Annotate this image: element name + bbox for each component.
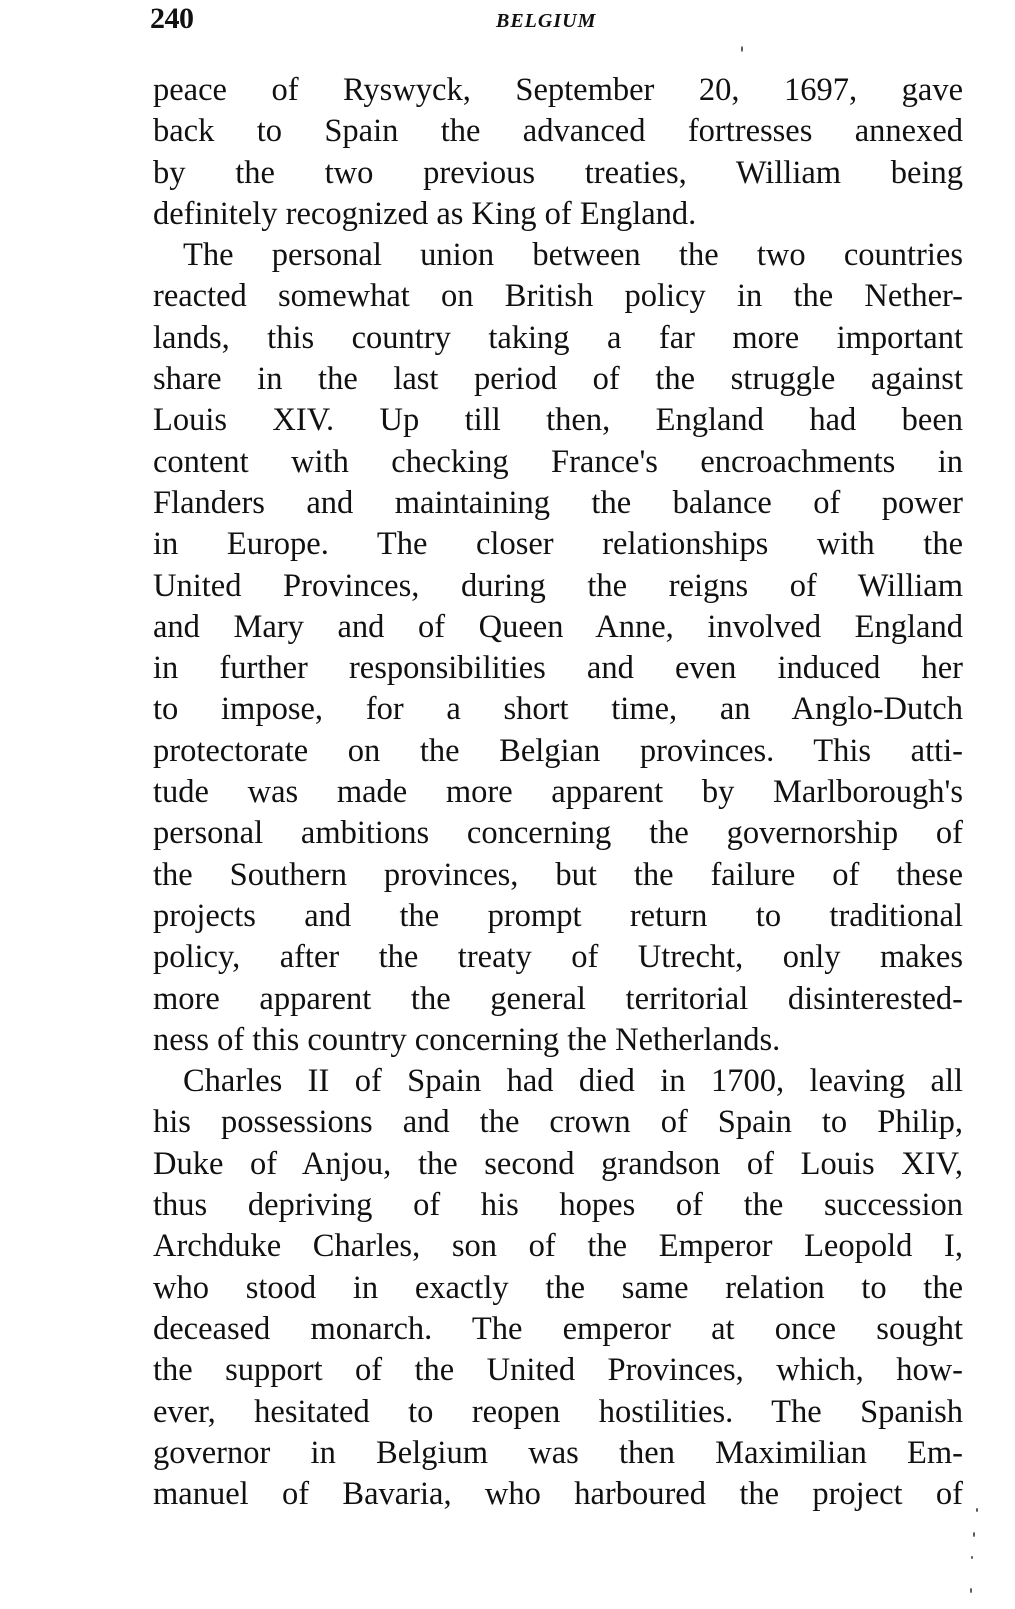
- text-line: policy, after the treaty of Utrecht, only makes: [153, 939, 963, 976]
- text-line: Archduke Charles, son of the Emperor Leopold I,: [153, 1228, 963, 1265]
- scan-speck: [971, 1556, 973, 1559]
- text-line: protectorate on the Belgian provinces. This atti-: [153, 732, 963, 769]
- text-line: deceased monarch. The emperor at once sought: [153, 1310, 963, 1347]
- text-line: United Provinces, during the reigns of William: [153, 567, 963, 604]
- text-line: the support of the United Provinces, which, how-: [153, 1352, 963, 1389]
- text-line: more apparent the general territorial disinterested-: [153, 980, 963, 1017]
- scan-speck: [741, 46, 743, 52]
- text-line: in further responsibilities and even induced her: [153, 650, 963, 687]
- text-line: by the two previous treaties, William being: [153, 154, 963, 191]
- text-line: personal ambitions concerning the governorship of: [153, 815, 963, 852]
- text-line: in Europe. The closer relationships with the: [153, 526, 963, 563]
- scan-speck: [976, 1508, 978, 1512]
- text-line: Louis XIV. Up till then, England had been: [153, 402, 963, 439]
- text-line: his possessions and the crown of Spain to Philip,: [153, 1104, 963, 1141]
- text-line: lands, this country taking a far more important: [153, 319, 963, 356]
- text-line: projects and the prompt return to traditional: [153, 897, 963, 934]
- text-line: Flanders and maintaining the balance of power: [153, 484, 963, 521]
- page-number: 240: [150, 2, 194, 35]
- text-line: peace of Ryswyck, September 20, 1697, gave: [153, 72, 963, 108]
- text-line: The personal union between the two countries: [183, 237, 963, 274]
- running-head: BELGIUM: [496, 10, 597, 32]
- page-header: [150, 2, 970, 42]
- text-line: thus depriving of his hopes of the succession: [153, 1187, 963, 1224]
- text-line: governor in Belgium was then Maximilian Em-: [153, 1434, 963, 1471]
- text-line: to impose, for a short time, an Anglo-Dutch: [153, 691, 963, 728]
- text-line: who stood in exactly the same relation to the: [153, 1269, 963, 1306]
- text-line: tude was made more apparent by Marlborough's: [153, 774, 963, 811]
- text-line: content with checking France's encroachments in: [153, 443, 963, 480]
- text-line: and Mary and of Queen Anne, involved England: [153, 608, 963, 645]
- text-line: definitely recognized as King of England.: [153, 195, 697, 232]
- scan-speck: [970, 1588, 972, 1593]
- text-line: back to Spain the advanced fortresses annexed: [153, 113, 963, 150]
- text-line: reacted somewhat on British policy in the Nether-: [153, 278, 963, 315]
- text-line: share in the last period of the struggle against: [153, 361, 963, 398]
- text-line: ever, hesitated to reopen hostilities. The Spanish: [153, 1393, 963, 1430]
- text-line: ness of this country concerning the Netherlands.: [153, 1021, 781, 1058]
- body-text: [153, 70, 963, 1515]
- text-line: the Southern provinces, but the failure of these: [153, 856, 963, 893]
- text-line: Charles II of Spain had died in 1700, leaving all: [183, 1063, 963, 1100]
- text-line: manuel of Bavaria, who harboured the project of: [153, 1476, 963, 1513]
- scan-speck: [973, 1532, 975, 1537]
- text-line: Duke of Anjou, the second grandson of Louis XIV,: [153, 1145, 963, 1182]
